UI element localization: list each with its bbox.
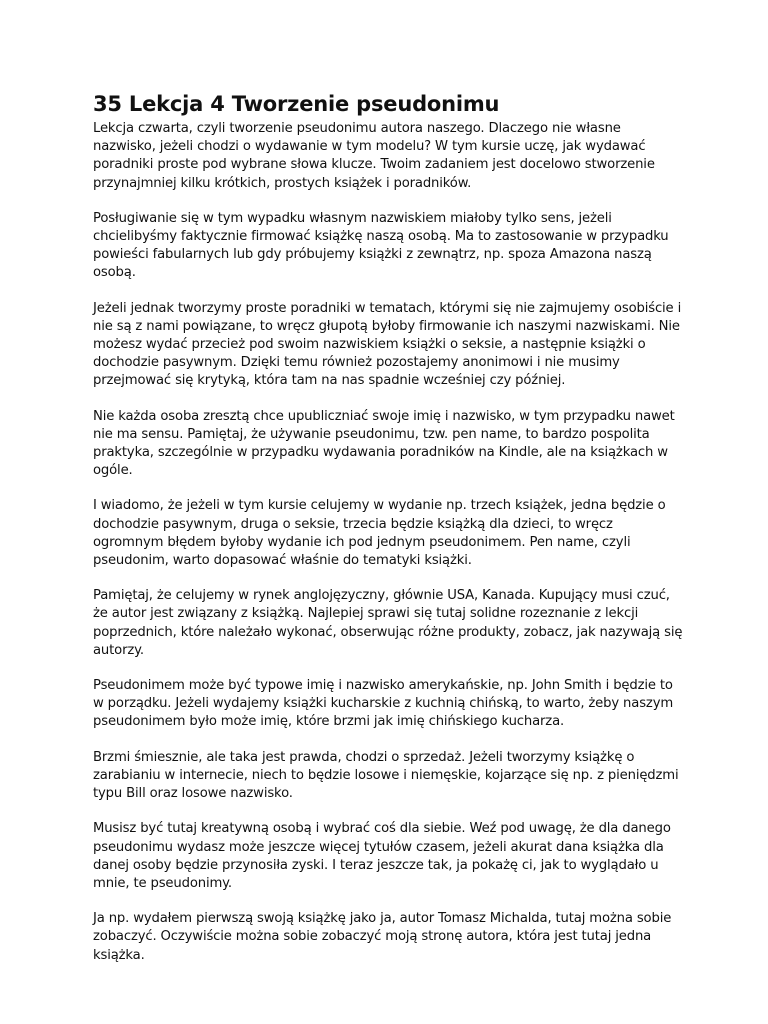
page-title: 35 Lekcja 4 Tworzenie pseudonimu bbox=[93, 92, 500, 116]
paragraph-6: Pamiętaj, że celujemy w rynek anglojęzyczny, głównie USA, Kanada. Kupujący musi czuć, że autor jest związany z książką. Najlepiej sprawi się tutaj solidne rozeznanie z lekcji poprzednich, które należało wykonać, obserwując różne produkty, zobacz, jak nazywają się autorzy. bbox=[93, 588, 683, 658]
paragraph-4: Nie każda osoba zresztą chce upubliczniać swoje imię i nazwisko, w tym przypadku nawet nie ma sensu. Pamiętaj, że używanie pseudonimu, tzw. pen name, to bardzo pospolita praktyka, szczególnie w przypadku wydawania poradników na Kindle, ale na książkach w ogóle. bbox=[93, 408, 675, 479]
paragraph-1: Lekcja czwarta, czyli tworzenie pseudonimu autora naszego. Dlaczego nie własne nazwisko, jeżeli chodzi o wydawanie w tym modelu? W tym kursie uczę, jak wydawać poradniki proste pod wybrane słowa klucze. Twoim zadaniem jest docelowo stworzenie przynajmniej kilku krótkich, prostych książek i poradników. bbox=[93, 121, 655, 191]
paragraph-7: Pseudonimem może być typowe imię i nazwisko amerykańskie, np. John Smith i będzie to w porządku. Jeżeli wydajemy książki kucharskie z kuchnią chińską, to warto, żeby naszym pseudonimem było może imię, które brzmi jak imię chińskiego kucharza. bbox=[93, 678, 674, 730]
paragraph-9: Musisz być tutaj kreatywną osobą i wybrać coś dla siebie. Weź pod uwagę, że dla danego pseudonimu wydasz może jeszcze więcej tytułów czasem, jeżeli akurat dana książka dla danej osoby będzie przynosiła zyski. I teraz jeszcze tak, ja pokażę ci, jak to wyglądało u mnie, te pseudonimy. bbox=[93, 821, 671, 891]
paragraph-8: Brzmi śmiesznie, ale taka jest prawda, chodzi o sprzedaż. Jeżeli tworzymy książkę o zarabianiu w internecie, niech to będzie losowe i niemęskie, kojarzące się np. z pieniędzmi typu Bill oraz losowe nazwisko. bbox=[93, 749, 679, 802]
paragraph-2: Posługiwanie się w tym wypadku własnym nazwiskiem miałoby tylko sens, jeżeli chcielibyśmy faktycznie firmować książkę naszą osobą. Ma to zastosowanie w przypadku powieści fabularnych lub gdy próbujemy książki z zewnątrz, np. spoza Amazona naszą osobą. bbox=[93, 210, 669, 281]
paragraph-10: Ja np. wydałem pierwszą swoją książkę jako ja, autor Tomasz Michalda, tutaj można sobie zobaczyć. Oczywiście można sobie zobaczyć moją stronę autora, która jest tutaj jedna książka. bbox=[93, 911, 672, 963]
paragraph-5: I wiadomo, że jeżeli w tym kursie celujemy w wydanie np. trzech książek, jedna będzie o dochodzie pasywnym, druga o seksie, trzecia będzie książką dla dzieci, to wręcz ogromnym błędem byłoby wydanie ich pod jednym pseudonimem. Pen name, czyli pseudonim, warto dopasować właśnie do tematyki książki. bbox=[93, 498, 666, 569]
paragraph-3: Jeżeli jednak tworzymy proste poradniki w tematach, którymi się nie zajmujemy osobiście i nie są z nami powiązane, to wręcz głupotą byłoby firmowanie ich naszymi nazwiskami. Nie możesz wydać przecież pod swoim nazwiskiem książki o seksie, a następnie książki o dochodzie pasywnym. Dzięki temu również pozostajemy anonimowi i nie musimy przejmować się krytyką, która tam na nas spadnie wcześniej czy później. bbox=[93, 300, 682, 389]
document-page bbox=[93, 90, 683, 982]
